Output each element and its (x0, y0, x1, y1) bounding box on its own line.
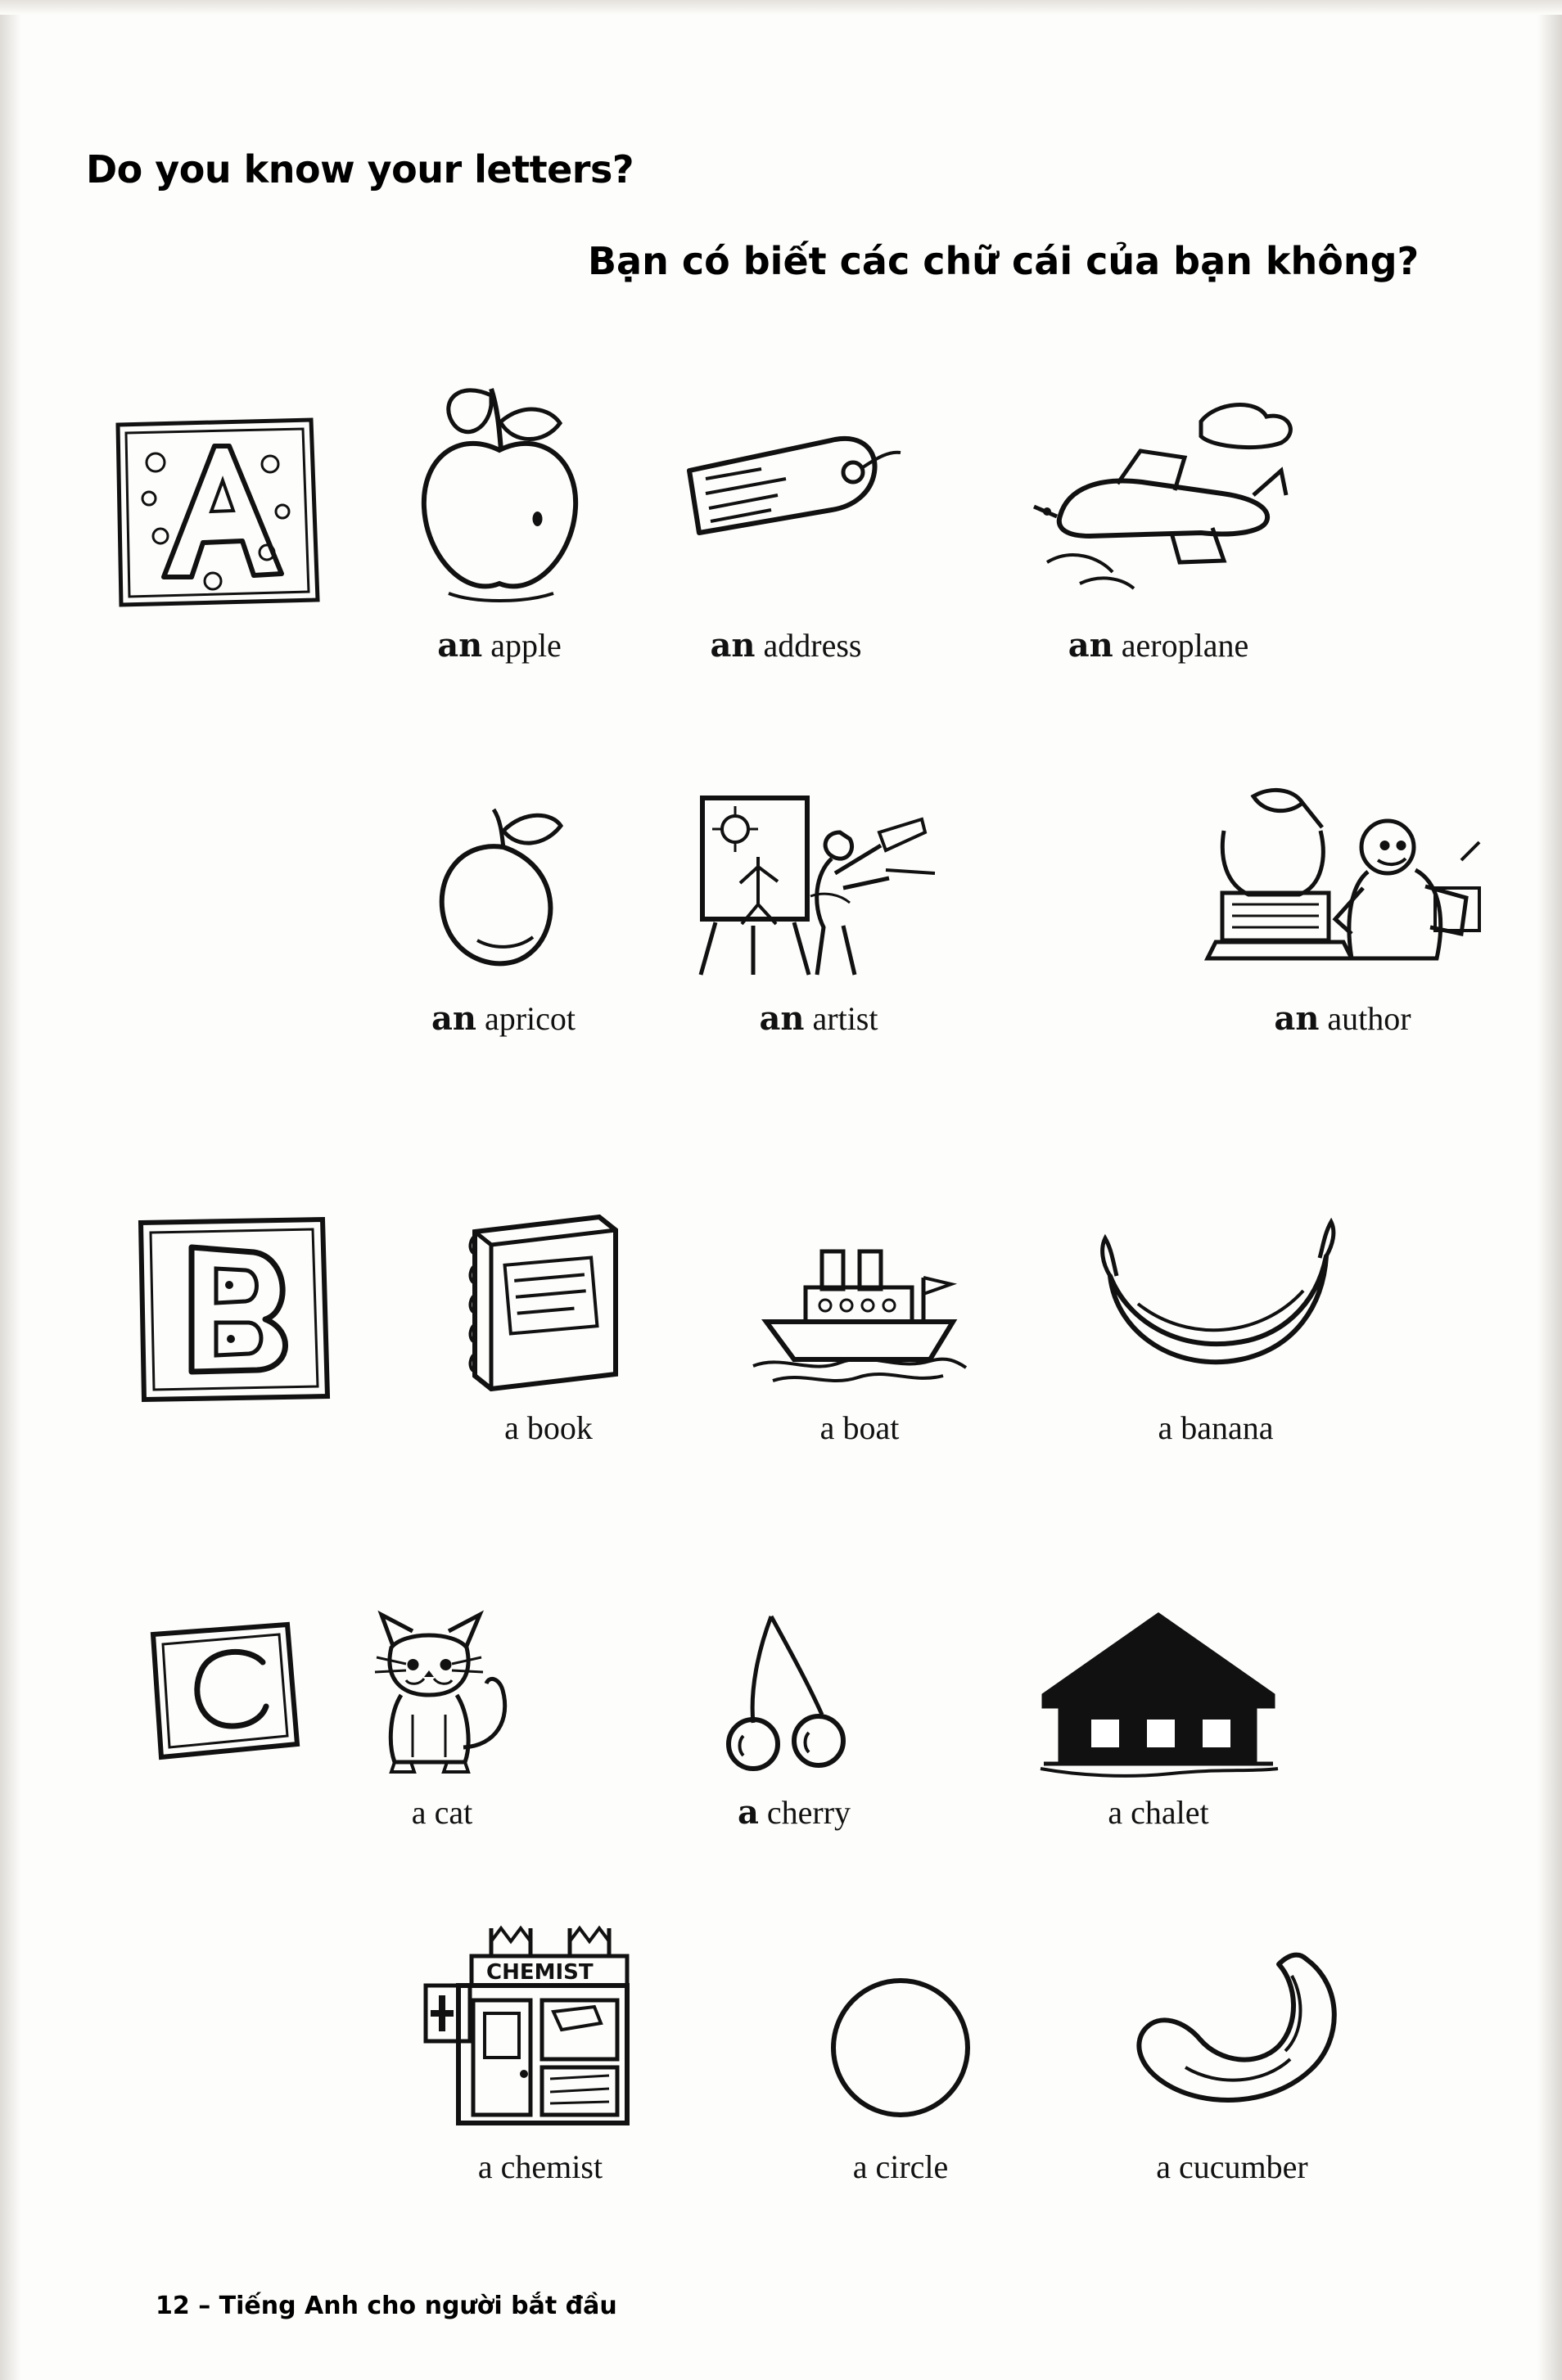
item-address (663, 372, 909, 665)
word-circle: circle (875, 2148, 949, 2185)
page-edge-shadow-left (0, 0, 21, 2380)
address-art (663, 372, 909, 618)
item-cat (327, 1600, 557, 1832)
apricot-icon (381, 782, 626, 994)
article-cucumber: a (1156, 2148, 1172, 2185)
word-chemist: chemist (500, 2148, 603, 2185)
caption-apricot (381, 999, 626, 1038)
circle-icon (786, 1899, 1015, 2144)
apple-art (377, 372, 622, 618)
cucumber-art (1097, 1899, 1367, 2144)
banana-art (1081, 1199, 1351, 1404)
chemist-shop-icon (409, 1899, 671, 2144)
address-label-icon (663, 372, 909, 618)
word-apricot: apricot (484, 1000, 576, 1037)
page-edge-shadow-top (0, 0, 1562, 15)
word-address: address (763, 627, 862, 664)
footer-book-title: Tiếng Anh cho người bắt đầu (219, 2292, 617, 2320)
article-circle: a (852, 2148, 868, 2185)
caption-book (426, 1409, 671, 1447)
boat-icon (737, 1199, 982, 1404)
item-boat (737, 1199, 982, 1447)
book-cover-text (514, 1274, 587, 1313)
footer-page-number: 12 (156, 2292, 190, 2320)
cherry-icon (679, 1600, 909, 1788)
article-apricot: an (431, 999, 476, 1038)
word-boat: boat (842, 1409, 900, 1446)
item-circle (786, 1899, 1015, 2186)
caption-chalet (1027, 1793, 1289, 1832)
item-apple (377, 372, 622, 665)
item-artist (679, 782, 958, 1038)
caption-circle (786, 2148, 1015, 2186)
page-title-vietnamese: Bạn có biết các chữ cái của bạn không? (588, 239, 1420, 283)
item-aeroplane (1011, 372, 1306, 665)
article-cat: a (411, 1794, 427, 1831)
word-banana: banana (1181, 1409, 1274, 1446)
item-author (1191, 782, 1494, 1038)
chemist-art (409, 1899, 671, 2144)
chalet-art (1027, 1600, 1289, 1788)
item-apricot (381, 782, 626, 1038)
cucumber-icon (1097, 1899, 1367, 2144)
word-cat: cat (434, 1794, 473, 1831)
word-cherry: cherry (766, 1794, 851, 1831)
caption-aeroplane (1011, 626, 1306, 665)
article-chalet: a (1108, 1794, 1123, 1831)
letter-block-c (143, 1616, 307, 1768)
word-aeroplane: aeroplane (1121, 627, 1249, 664)
caption-author (1191, 999, 1494, 1038)
author-icon (1191, 782, 1494, 994)
article-boat: a (819, 1409, 835, 1446)
word-artist: artist (812, 1000, 878, 1037)
boat-art (737, 1199, 982, 1404)
item-banana (1081, 1199, 1351, 1447)
item-cucumber (1097, 1899, 1367, 2186)
caption-address (663, 626, 909, 665)
letter-b-icon (131, 1211, 336, 1408)
banana-icon (1081, 1199, 1351, 1404)
aeroplane-icon (1011, 372, 1306, 618)
letter-c-icon (143, 1616, 307, 1768)
article-cherry: a (737, 1793, 759, 1832)
cherry-art (679, 1600, 909, 1788)
caption-cherry (679, 1793, 909, 1832)
apple-icon (377, 372, 622, 618)
page-footer (156, 2292, 617, 2320)
cat-art (327, 1600, 557, 1788)
caption-artist (679, 999, 958, 1038)
item-book (426, 1199, 671, 1447)
artist-art (679, 782, 958, 994)
aeroplane-art (1011, 372, 1306, 618)
article-book: a (504, 1409, 519, 1446)
caption-apple (377, 626, 622, 665)
author-art (1191, 782, 1494, 994)
chalet-icon (1027, 1600, 1289, 1788)
caption-cat (327, 1793, 557, 1832)
article-apple: an (437, 626, 483, 665)
word-author: author (1327, 1000, 1411, 1037)
article-address: an (710, 626, 756, 665)
artist-icon (679, 782, 958, 994)
cat-icon (327, 1600, 557, 1788)
article-aeroplane: an (1068, 626, 1113, 665)
page-edge-shadow-right (1537, 0, 1562, 2380)
chemist-sign-text: CHEMIST (486, 1960, 594, 1985)
page-title-english: Do you know your letters? (86, 147, 634, 192)
article-artist: an (759, 999, 805, 1038)
apricot-art (381, 782, 626, 994)
word-apple: apple (490, 627, 562, 664)
letter-block-b (131, 1211, 336, 1408)
article-chemist: a (477, 2148, 493, 2185)
item-chalet (1027, 1600, 1289, 1832)
article-banana: a (1158, 1409, 1173, 1446)
caption-cucumber (1097, 2148, 1367, 2186)
word-book: book (526, 1409, 593, 1446)
book-icon (426, 1199, 671, 1404)
caption-boat (737, 1409, 982, 1447)
word-cucumber: cucumber (1179, 2148, 1308, 2185)
caption-chemist (409, 2148, 671, 2186)
item-chemist (409, 1899, 671, 2186)
footer-dash: – (198, 2292, 211, 2320)
letter-a-icon (106, 413, 327, 614)
item-cherry (679, 1600, 909, 1832)
letter-block-a (106, 413, 327, 614)
circle-art (786, 1899, 1015, 2144)
word-chalet: chalet (1131, 1794, 1209, 1831)
caption-banana (1081, 1409, 1351, 1447)
book-art (426, 1199, 671, 1404)
article-author: an (1274, 999, 1320, 1038)
